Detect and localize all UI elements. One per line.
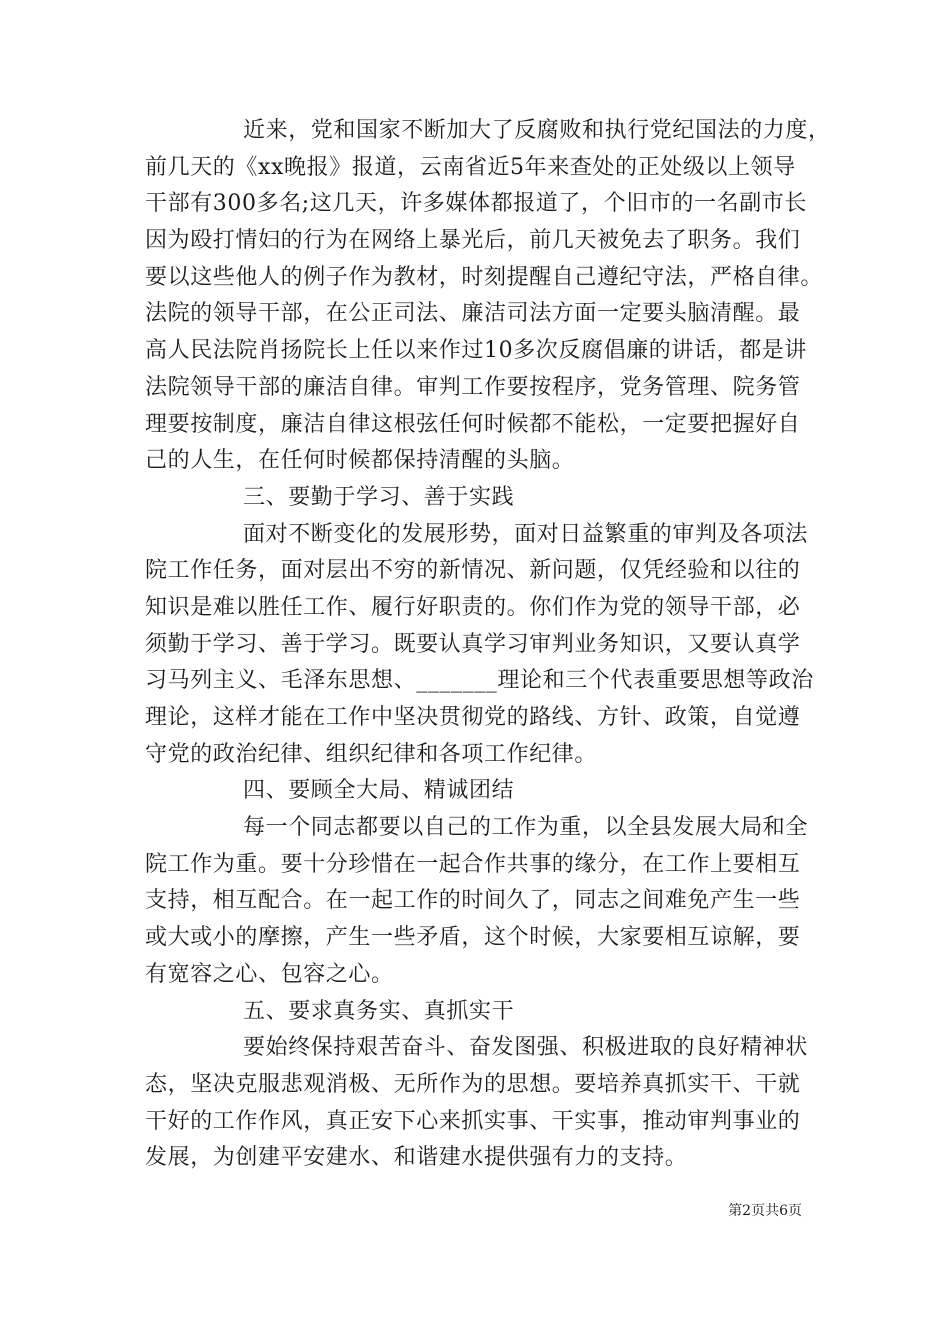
- text-line: 须勤于学习、善于学习。既要认真学习审判业务知识，又要认真学: [145, 631, 801, 657]
- page-number: 第2页共6页: [728, 1203, 802, 1219]
- text-line: 理论，这样才能在工作中坚决贯彻党的路线、方针、政策，自觉遵: [145, 705, 801, 730]
- text-line: 支持，相互配合。在一起工作的时间久了，同志之间难免产生一些: [145, 888, 801, 914]
- section-heading: 三、要勤于学习、善于实践: [243, 484, 515, 510]
- text-line: 院工作为重。要十分珍惜在一起合作共事的缘分，在工作上要相互: [145, 851, 801, 877]
- text-line: 法院领导干部的廉洁自律。审判工作要按程序，党务管理、院务管: [145, 374, 801, 400]
- text-line: 每一个同志都要以自己的工作为重，以全县发展大局和全: [243, 815, 809, 841]
- text-line: 习马列主义、毛泽东思想、_______理论和三个代表重要思想等政治: [145, 668, 814, 694]
- document-body: [145, 113, 831, 1177]
- text-line: 理要按制度，廉洁自律这根弦任何时候都不能松，一定要把握好自: [145, 411, 801, 437]
- text-line: 干部有300多名;这几天，许多媒体都报道了，个旧市的一名副市长: [145, 191, 808, 217]
- section-heading: 五、要求真务实、真抓实干: [243, 998, 515, 1024]
- text-line: 己的人生，在任何时候都保持清醒的头脑。: [145, 448, 575, 474]
- section-heading: 四、要顾全大局、精诚团结: [243, 778, 515, 804]
- text-line: 态，坚决克服悲观消极、无所作为的思想。要培养真抓实干、干就: [145, 1071, 801, 1097]
- text-line: 面对不断变化的发展形势，面对日益繁重的审判及各项法: [243, 521, 809, 547]
- text-line: 干好的工作作风，真正安下心来抓实事、干实事，推动审判事业的: [145, 1108, 801, 1134]
- text-line: 守党的政治纪律、组织纪律和各项工作纪律。: [145, 741, 598, 767]
- text-line: 近来，党和国家不断加大了反腐败和执行党纪国法的力度，: [243, 118, 831, 143]
- text-line: 知识是难以胜任工作、履行好职责的。你们作为党的领导干部，必: [145, 594, 801, 620]
- text-line: 有宽容之心、包容之心。: [145, 961, 394, 987]
- text-line: 高人民法院肖扬院长上任以来作过10多次反腐倡廉的讲话，都是讲: [145, 338, 807, 364]
- text-line: 因为殴打情妇的行为在网络上暴光后，前几天被免去了职务。我们: [145, 228, 801, 254]
- text-line: 要始终保持艰苦奋斗、奋发图强、积极进取的良好精神状: [243, 1035, 809, 1061]
- text-line: 发展，为创建平安建水、和谐建水提供强有力的支持。: [145, 1145, 688, 1171]
- text-line: 法院的领导干部，在公正司法、廉洁司法方面一定要头脑清醒。最: [145, 301, 801, 327]
- text-line: 或大或小的摩擦，产生一些矛盾，这个时候，大家要相互谅解，要: [145, 925, 801, 951]
- text-line: 要以这些他人的例子作为教材，时刻提醒自己遵纪守法，严格自律。: [145, 264, 824, 290]
- text-line: 院工作任务，面对层出不穷的新情况、新问题，仅凭经验和以往的: [145, 558, 801, 584]
- text-line: 前几天的《xx晚报》报道，云南省近5年来查处的正处级以上领导: [145, 154, 796, 180]
